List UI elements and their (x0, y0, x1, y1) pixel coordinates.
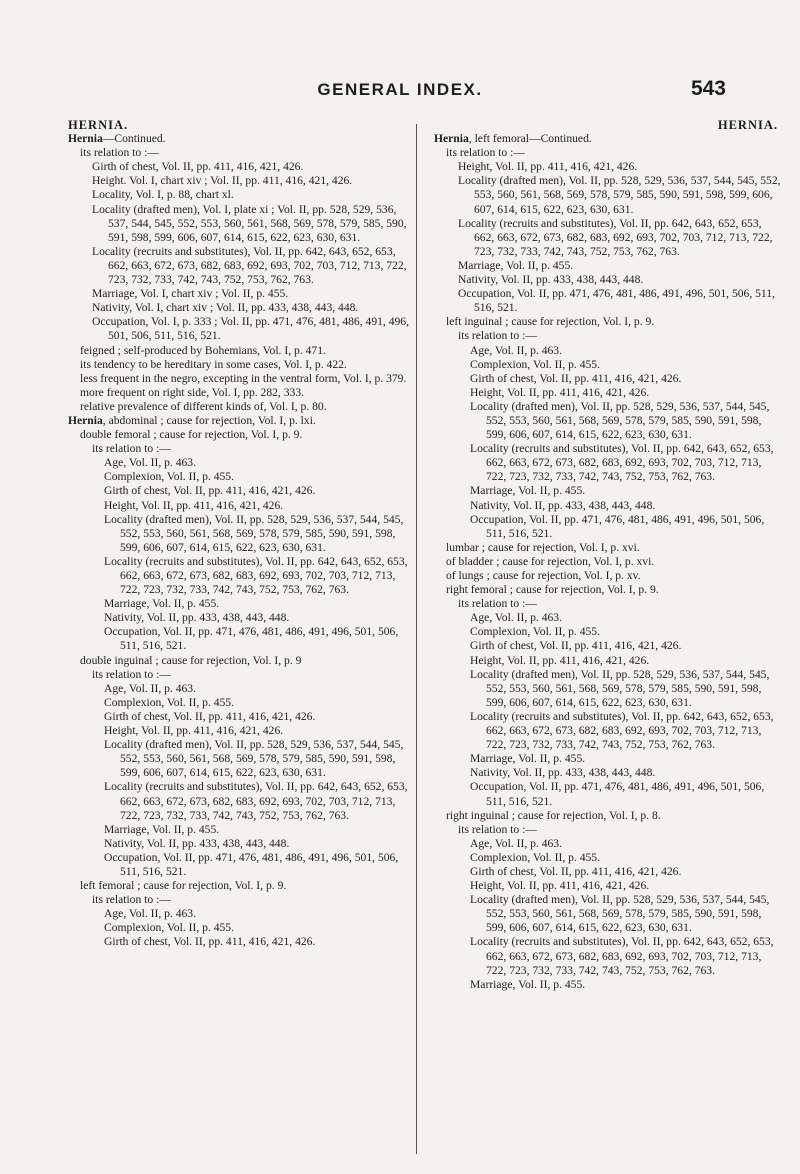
entry-text: Marriage, Vol. I, chart xiv ; Vol. II, p. 455. (92, 287, 289, 301)
entry-text: Girth of chest, Vol. II, pp. 411, 416, 421, 426. (104, 484, 316, 498)
index-entry (434, 400, 784, 442)
index-entry (434, 935, 784, 977)
entry-text: Age, Vol. II, p. 463. (470, 611, 562, 625)
entry-text: Marriage, Vol. II, p. 455. (470, 484, 586, 498)
entry-text: Complexion, Vol. II, p. 455. (470, 850, 601, 864)
index-entry (68, 893, 418, 907)
entry-text: Height, Vol. II, pp. 411, 416, 421, 426. (470, 653, 650, 667)
index-entry (68, 160, 418, 174)
entry-heading: Hernia (68, 413, 103, 427)
index-entry (68, 203, 418, 245)
entry-text: its relation to :— (92, 442, 171, 456)
entry-text: Height, Vol. II, pp. 411, 416, 421, 426. (470, 879, 650, 893)
entry-text: Locality (recruits and substitutes), Vol. II, pp. 642, 643, 652, 653, 662, 663, 672, 673, 682, 683, 692, 693, 702, 703, 712, 713, 722, 723, 732, 733, 742, 743, 752, 753, 762, 763. (92, 244, 407, 287)
page-number: 543 (690, 77, 726, 100)
index-entry (434, 541, 784, 555)
index-entry (68, 879, 418, 893)
index-entry (68, 470, 418, 484)
index-entry (434, 174, 784, 216)
entry-text: Occupation, Vol. II, pp. 471, 476, 481, 486, 491, 496, 501, 506, 511, 516, 521. (470, 780, 765, 808)
entry-text: Height, Vol. II, pp. 411, 416, 421, 426. (470, 385, 650, 399)
entry-text: Locality (recruits and substitutes), Vol. II, pp. 642, 643, 652, 653, 662, 663, 672, 673, 682, 683, 692, 693, 702, 703, 712, 713, 722, 723, 732, 733, 742, 743, 752, 753, 762, 763. (470, 709, 774, 752)
right-column (434, 118, 784, 992)
index-entry (68, 315, 418, 343)
index-entry (434, 315, 784, 329)
index-entry (68, 188, 418, 202)
entry-text: Locality (drafted men), Vol. I, plate xi ; Vol. II, pp. 528, 529, 536, 537, 544, 545, 552, 553, 560, 561, 568, 569, 578, 579, 585, 590, 591, 598, 599, 606, 607, 614, 615, 622, 623, 630, 631. (92, 202, 407, 244)
index-entry (68, 837, 418, 851)
entry-text: double femoral ; cause for rejection, Vol. I, p. 9. (80, 428, 303, 442)
entry-text: Locality (drafted men), Vol. II, pp. 528, 529, 536, 537, 544, 545, 552, 553, 560, 561, 568, 569, 578, 579, 585, 590, 591, 598, 599, 606, 607, 614, 615, 622, 623, 630, 631. (104, 512, 404, 554)
index-entry (434, 978, 784, 992)
index-entry (434, 809, 784, 823)
index-entry (434, 273, 784, 287)
index-entry (68, 555, 418, 597)
index-entry (434, 865, 784, 879)
index-entry (434, 823, 784, 837)
index-entry (434, 837, 784, 851)
index-entry (434, 287, 784, 315)
entry-text: its tendency to be hereditary in some cases, Vol. I, p. 422. (80, 357, 347, 371)
left-running-head: HERNIA. (68, 118, 129, 132)
index-entry (68, 921, 418, 935)
entry-text: Age, Vol. II, p. 463. (104, 456, 196, 470)
entry-text: right femoral ; cause for rejection, Vol. I, p. 9. (446, 583, 659, 597)
index-entry (434, 555, 784, 569)
entry-text: Girth of chest, Vol. II, pp. 411, 416, 421, 426. (470, 864, 682, 878)
index-entry (68, 724, 418, 738)
index-entry (68, 442, 418, 456)
index-entry (68, 414, 418, 428)
index-entry (434, 583, 784, 597)
index-entry (434, 160, 784, 174)
index-entry (434, 217, 784, 259)
entry-text: Complexion, Vol. II, p. 455. (470, 357, 601, 371)
entry-text: Nativity, Vol. II, pp. 433, 438, 443, 448. (470, 498, 656, 512)
index-entry (68, 245, 418, 287)
entry-text: Girth of chest, Vol. II, pp. 411, 416, 421, 426. (92, 160, 304, 174)
index-entry (434, 442, 784, 484)
entry-text: less frequent in the negro, excepting in the ventral form, Vol. I, p. 379. (80, 371, 407, 385)
index-entry (434, 851, 784, 865)
entry-text: its relation to :— (458, 329, 537, 343)
index-entry (434, 752, 784, 766)
entry-text: Complexion, Vol. II, p. 455. (104, 695, 235, 709)
index-entry (68, 935, 418, 949)
index-entry (68, 301, 418, 315)
entry-text: Age, Vol. II, p. 463. (470, 343, 562, 357)
entry-text: Marriage, Vol. II, p. 455. (104, 822, 220, 836)
index-entry (434, 625, 784, 639)
entry-text: Nativity, Vol. I, chart xiv ; Vol. II, pp. 433, 438, 443, 448. (92, 301, 359, 315)
index-entry (68, 738, 418, 780)
entry-text: Girth of chest, Vol. II, pp. 411, 416, 421, 426. (104, 709, 316, 723)
index-entry (68, 710, 418, 724)
index-entry (434, 710, 784, 752)
index-entry (68, 372, 418, 386)
page-header (0, 77, 800, 110)
index-entry (68, 358, 418, 372)
index-entry (434, 597, 784, 611)
entry-text: Age, Vol. II, p. 463. (104, 681, 196, 695)
index-entry (434, 513, 784, 541)
index-entry (68, 668, 418, 682)
entry-text: left femoral ; cause for rejection, Vol. I, p. 9. (80, 879, 287, 893)
index-entry (434, 344, 784, 358)
index-entry (68, 428, 418, 442)
entry-text: —Continued. (102, 132, 166, 146)
index-entry (434, 654, 784, 668)
entry-text: double inguinal ; cause for rejection, Vol. I, p. 9 (80, 653, 302, 667)
entry-text: right inguinal ; cause for rejection, Vol. I, p. 8. (446, 808, 661, 822)
index-entry (68, 174, 418, 188)
index-entry (68, 146, 418, 160)
entry-text: Girth of chest, Vol. II, pp. 411, 416, 421, 426. (104, 935, 316, 949)
right-entries (434, 132, 784, 992)
entry-text: left inguinal ; cause for rejection, Vol. I, p. 9. (446, 315, 655, 329)
entry-text: Locality (drafted men), Vol. II, pp. 528, 529, 536, 537, 544, 545, 552, 553, 560, 561, 568, 569, 578, 579, 585, 590, 591, 598, 599, 606, 607, 614, 615, 622, 623, 630, 631. (104, 738, 404, 780)
index-entry (68, 456, 418, 470)
index-entry (68, 625, 418, 653)
index-entry (434, 386, 784, 400)
index-entry (68, 513, 418, 555)
index-entry (68, 696, 418, 710)
entry-text: , abdominal ; cause for rejection, Vol. I, p. lxi. (102, 413, 316, 427)
entry-text: Occupation, Vol. II, pp. 471, 476, 481, 486, 491, 496, 501, 506, 511, 516, 521. (104, 850, 399, 878)
entry-text: more frequent on right side, Vol. I, pp. 282, 333. (80, 385, 305, 399)
entry-text: its relation to :— (80, 146, 159, 160)
index-entry (434, 766, 784, 780)
entry-text: Nativity, Vol. II, pp. 433, 438, 443, 448. (104, 836, 290, 850)
index-entry (68, 682, 418, 696)
entry-text: Height, Vol. II, pp. 411, 416, 421, 426. (458, 160, 638, 174)
index-entry (434, 372, 784, 386)
index-entry (434, 499, 784, 513)
index-entry (68, 287, 418, 301)
index-entry (68, 780, 418, 822)
entry-text: Height, Vol. II, pp. 411, 416, 421, 426. (104, 724, 284, 738)
index-entry (434, 329, 784, 343)
entry-text: Locality (drafted men), Vol. II, pp. 528, 529, 536, 537, 544, 545, 552, 553, 560, 561, 568, 569, 578, 579, 585, 590, 591, 598, 599, 606, 607, 614, 615, 622, 623, 630, 631. (470, 893, 770, 935)
entry-text: Complexion, Vol. II, p. 455. (104, 921, 235, 935)
index-entry (68, 654, 418, 668)
entry-text: Nativity, Vol. II, pp. 433, 438, 443, 448. (458, 273, 644, 287)
index-entry (434, 358, 784, 372)
index-entry (434, 879, 784, 893)
column-divider (416, 124, 417, 1154)
entry-text: feigned ; self-produced by Bohemians, Vol. I, p. 471. (80, 343, 326, 357)
index-entry (434, 484, 784, 498)
entry-text: Locality (recruits and substitutes), Vol. II, pp. 642, 643, 652, 653, 662, 663, 672, 673, 682, 683, 692, 693, 702, 703, 712, 713, 722, 723, 732, 733, 742, 743, 752, 753, 762, 763. (470, 442, 774, 484)
index-entry (68, 386, 418, 400)
index-entry (68, 823, 418, 837)
entry-text: Age, Vol. II, p. 463. (470, 836, 562, 850)
running-title: GENERAL INDEX. (317, 80, 483, 99)
index-entry (68, 344, 418, 358)
index-entry (434, 893, 784, 935)
index-entry (434, 132, 784, 146)
index-entry (434, 611, 784, 625)
entry-text: Nativity, Vol. II, pp. 433, 438, 443, 448. (104, 611, 290, 625)
index-entry (434, 569, 784, 583)
index-entry (68, 611, 418, 625)
index-entry (434, 780, 784, 808)
entry-text: Height. Vol. I, chart xiv ; Vol. II, pp. 411, 416, 421, 426. (92, 174, 353, 188)
entry-text: its relation to :— (92, 667, 171, 681)
entry-text: Age, Vol. II, p. 463. (104, 907, 196, 921)
entry-text: Occupation, Vol. II, pp. 471, 476, 481, 486, 491, 496, 501, 506, 511, 516, 521. (458, 287, 775, 315)
index-entry (68, 907, 418, 921)
entry-text: Locality (drafted men), Vol. II, pp. 528, 529, 536, 537, 544, 545, 552, 553, 560, 561, 568, 569, 578, 579, 585, 590, 591, 598, 599, 606, 607, 614, 615, 622, 623, 630, 631. (458, 174, 781, 216)
entry-text: Complexion, Vol. II, p. 455. (470, 625, 601, 639)
entry-text: its relation to :— (446, 146, 525, 160)
index-entry (434, 639, 784, 653)
entry-text: Occupation, Vol. II, pp. 471, 476, 481, 486, 491, 496, 501, 506, 511, 516, 521. (470, 512, 765, 540)
index-entry (68, 597, 418, 611)
entry-text: Locality (recruits and substitutes), Vol. II, pp. 642, 643, 652, 653, 662, 663, 672, 673, 682, 683, 692, 693, 702, 703, 712, 713, 722, 723, 732, 733, 742, 743, 752, 753, 762, 763. (458, 216, 773, 258)
index-entry (68, 132, 418, 146)
entry-text: Occupation, Vol. I, p. 333 ; Vol. II, pp. 471, 476, 481, 486, 491, 496, 501, 506, 511, 516, 521. (92, 315, 409, 343)
entry-text: Nativity, Vol. II, pp. 433, 438, 443, 448. (470, 766, 656, 780)
entry-text: Locality (drafted men), Vol. II, pp. 528, 529, 536, 537, 544, 545, 552, 553, 560, 561, 568, 569, 578, 579, 585, 590, 591, 598, 599, 606, 607, 614, 615, 622, 623, 630, 631. (470, 667, 770, 709)
entry-text: Locality (drafted men), Vol. II, pp. 528, 529, 536, 537, 544, 545, 552, 553, 560, 561, 568, 569, 578, 579, 585, 590, 591, 598, 599, 606, 607, 614, 615, 622, 623, 630, 631. (470, 399, 770, 442)
entry-text: its relation to :— (92, 893, 171, 907)
entry-text: Height, Vol. II, pp. 411, 416, 421, 426. (104, 498, 284, 512)
entry-text: Locality, Vol. I, p. 88, chart xl. (92, 188, 234, 202)
entry-text: of bladder ; cause for rejection, Vol. I, p. xvi. (446, 554, 655, 568)
left-entries (68, 132, 418, 949)
right-running-head: HERNIA. (717, 118, 778, 132)
entry-text: Girth of chest, Vol. II, pp. 411, 416, 421, 426. (470, 639, 682, 653)
entry-text: Marriage, Vol. II, p. 455. (470, 752, 586, 766)
left-column (68, 118, 418, 950)
index-entry (434, 668, 784, 710)
entry-text: lumbar ; cause for rejection, Vol. I, p. xvi. (446, 540, 640, 554)
index-entry (68, 851, 418, 879)
index-entry (68, 484, 418, 498)
entry-text: Locality (recruits and substitutes), Vol. II, pp. 642, 643, 652, 653, 662, 663, 672, 673, 682, 683, 692, 693, 702, 703, 712, 713, 722, 723, 732, 733, 742, 743, 752, 753, 762, 763. (104, 554, 408, 597)
entry-text: relative prevalence of different kinds of, Vol. I, p. 80. (80, 399, 327, 413)
entry-text: its relation to :— (458, 597, 537, 611)
entry-text: its relation to :— (458, 822, 537, 836)
entry-heading: Hernia (68, 132, 103, 146)
entry-text: Locality (recruits and substitutes), Vol. II, pp. 642, 643, 652, 653, 662, 663, 672, 673, 682, 683, 692, 693, 702, 703, 712, 713, 722, 723, 732, 733, 742, 743, 752, 753, 762, 763. (470, 935, 774, 977)
entry-heading: Hernia (434, 132, 469, 146)
index-entry (68, 400, 418, 414)
entry-text: Marriage, Vol. II, p. 455. (458, 258, 574, 272)
entry-text: Locality (recruits and substitutes), Vol. II, pp. 642, 643, 652, 653, 662, 663, 672, 673, 682, 683, 692, 693, 702, 703, 712, 713, 722, 723, 732, 733, 742, 743, 752, 753, 762, 763. (104, 780, 408, 822)
entry-text: Marriage, Vol. II, p. 455. (104, 597, 220, 611)
index-entry (434, 146, 784, 160)
entry-text: Girth of chest, Vol. II, pp. 411, 416, 421, 426. (470, 371, 682, 385)
entry-text: , left femoral—Continued. (468, 132, 592, 146)
entry-text: of lungs ; cause for rejection, Vol. I, p. xv. (446, 569, 641, 582)
entry-text: Marriage, Vol. II, p. 455. (470, 977, 586, 991)
index-entry (434, 259, 784, 273)
entry-text: Occupation, Vol. II, pp. 471, 476, 481, 486, 491, 496, 501, 506, 511, 516, 521. (104, 625, 399, 653)
entry-text: Complexion, Vol. II, p. 455. (104, 470, 235, 484)
index-entry (68, 499, 418, 513)
